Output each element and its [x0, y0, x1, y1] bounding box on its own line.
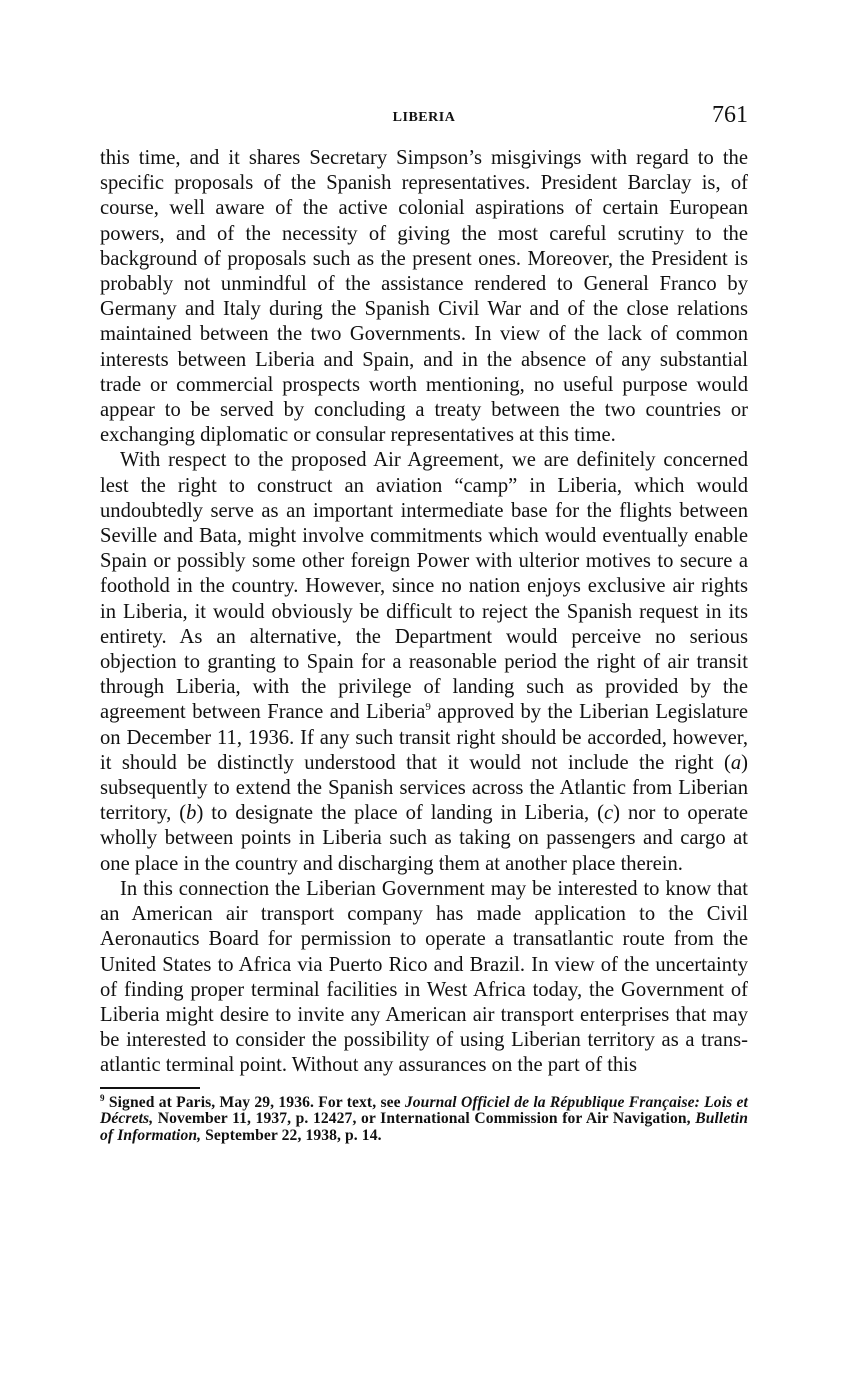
paragraph-1 [100, 146, 748, 448]
paragraph-text: With respect to the proposed Air Agreement, we are definitely concerned lest the right to construct an aviation “camp” in Liberia, which would undoubtedly serve as an important intermediate base for the flights between Seville and Bata, might involve commitments which would eventually enable Spain or possibly some other foreign Power with ulterior motives to secure a foothold in the country. However, since no nation enjoys exclusive air rights in Liberia, it would obviously be difficult to reject the Spanish request in its entirety. As an alternative, the Department would perceive no serious objection to granting to Spain for a reasonable period the right of air transit through Liberia, with the privilege of landing such as provided by the agreement between France and Liberia [100, 449, 748, 724]
document-page [100, 104, 748, 1144]
paragraph-text: In this connection the Liberian Government may be interested to know that an American air transport company has made application to the Civil Aeronautics Board for permission to operate a transatlantic route from the United States to Africa via Puerto Rico and Brazil. In view of the uncertainty of finding proper terminal facilities in West Africa today, the Government of Liberia might desire to invite any American air transport enterprises that may be interested to consider the possibility of using Liberian territory as a transatlantic terminal point. Without any assurances on the part of this [100, 877, 748, 1077]
running-head [100, 104, 748, 138]
footnote [100, 1092, 748, 1145]
paragraph-3 [100, 877, 748, 1079]
body-text [100, 146, 748, 1079]
footnote-reference: 9 [425, 701, 431, 714]
footnote-text: November 11, 1937, p. 12427, or International Commission for Air Navigation, [153, 1110, 696, 1128]
page-number: 761 [712, 102, 748, 128]
footnote-marker: 9 [100, 1092, 105, 1103]
list-marker: c [603, 802, 614, 825]
running-title: LIBERIA [392, 110, 456, 125]
list-marker: a [730, 751, 742, 774]
paragraph-text: ) to designate the place of landing in Liberia, ( [196, 802, 604, 825]
footnote-text: September 22, 1938, p. 14. [201, 1126, 382, 1144]
paragraph-2 [100, 448, 748, 876]
footnote-divider [100, 1087, 200, 1089]
list-marker: b [186, 802, 197, 825]
paragraph-text: this time, and it shares Secretary Simpson’s misgivings with regard to the specific proposals of the Spanish representatives. President Barclay is, of course, well aware of the active colonial aspirations of certain European powers, and of the necessity of giving the most careful scrutiny to the background of proposals such as the present ones. Moreover, the President is probably not unmindful of the assistance rendered to General Franco by Germany and Italy during the Spanish Civil War and of the close relations maintained between the two Governments. In view of the lack of common interests between Liberia and Spain, and in the absence of any substantial trade or commercial prospects worth mentioning, no useful purpose would appear to be served by concluding a treaty between the two countries or exchanging diplomatic or consular representatives at this time. [100, 147, 748, 447]
footnote-text: Signed at Paris, May 29, 1936. For text, see [104, 1093, 405, 1111]
footnote-citation-title: Bulletin of Information, [100, 1110, 748, 1144]
paragraph-text: ) nor to operate wholly between points in Liberia such as taking on passengers and cargo at one place in the country and discharging them at another place therein. [100, 802, 748, 875]
footnote-citation-title: Journal Officiel de la République Française: Lois et Décrets, [100, 1093, 748, 1128]
paragraph-text: approved by the Liberian Legislature on December 11, 1936. If any such transit right should be accorded, however, it should be distinctly understood that it would not include the right ( [100, 701, 748, 774]
paragraph-text: ) subsequently to extend the Spanish services across the Atlantic from Liberian territory, ( [100, 751, 748, 825]
